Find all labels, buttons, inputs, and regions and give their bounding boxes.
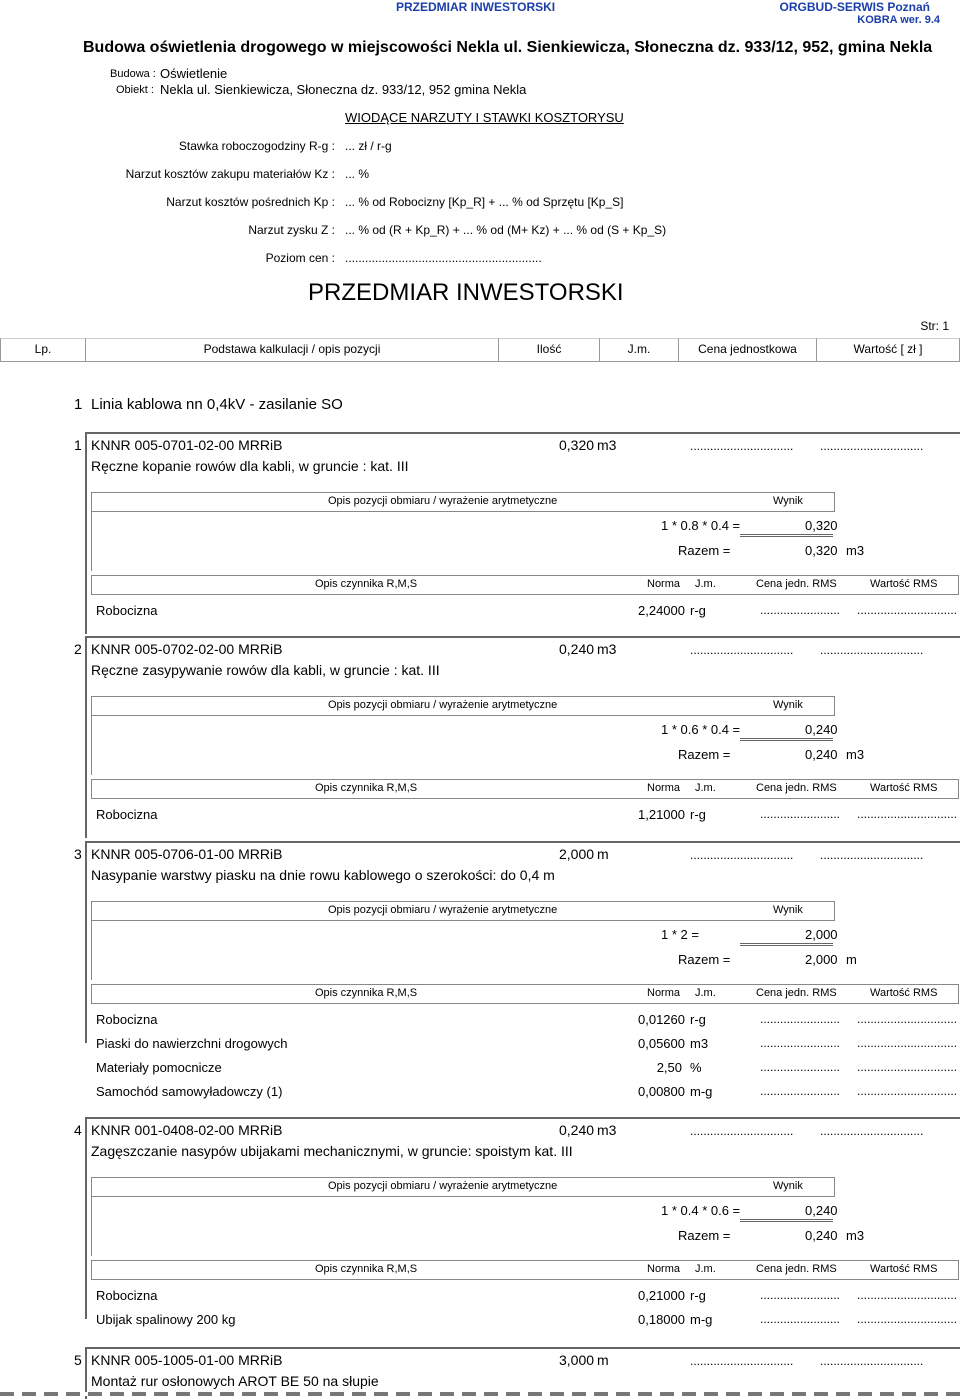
total-label: Razem =: [678, 747, 731, 762]
factors-header-label: Opis czynnika R,M,S: [315, 987, 418, 999]
position-code: KNNR 005-0706-01-00 MRRiB: [91, 846, 283, 862]
position-description: Montaż rur osłonowych AROT BE 50 na słupie: [91, 1373, 379, 1389]
factor-name: Robocizna: [96, 603, 158, 618]
section-title: Linia kablowa nn 0,4kV - zasilanie SO: [91, 396, 343, 413]
measurement-result: 0,240: [805, 1203, 838, 1218]
total-value: 0,240: [805, 747, 838, 762]
factor-value: ..............................: [857, 1036, 958, 1050]
factor-name: Robocizna: [96, 1288, 158, 1303]
section-number: 1: [74, 396, 83, 413]
position-value: ...............................: [820, 1124, 924, 1138]
factor-norm: 0,21000: [638, 1288, 685, 1303]
header-center: PRZEDMIAR INWESTORSKI: [396, 0, 556, 14]
measurement-total-rule: [740, 534, 833, 537]
factor-price: ........................: [760, 1084, 841, 1098]
measurement-result-header: Wynik: [773, 495, 803, 507]
measurement-left-rule: [91, 511, 93, 571]
header-version: KOBRA wer. 9.4: [857, 14, 940, 26]
measurement-left-rule: [91, 715, 93, 775]
col-cena: Cena jednostkowa: [678, 338, 817, 362]
poziom-label: Poziom cen :: [265, 251, 335, 265]
measurement-expression: 1 * 0.4 * 0.6 =: [661, 1203, 741, 1218]
position-description: Ręczne kopanie rowów dla kabli, w gruncie : kat. III: [91, 458, 409, 474]
measurement-left-rule: [91, 920, 93, 980]
poziom-value: ...........................................................: [345, 251, 542, 265]
page-number: Str: 1: [920, 319, 949, 333]
position-description: Nasypanie warstwy piasku na dnie rowu kablowego o szerokości: do 0,4 m: [91, 867, 555, 883]
position-unit: m3: [597, 437, 617, 453]
position-quantity: 0,240: [559, 641, 595, 657]
total-unit: m3: [846, 543, 865, 558]
factor-name: Materiały pomocnicze: [96, 1060, 222, 1075]
header-company: ORGBUD-SERWIS Poznań: [779, 0, 930, 14]
document-title: Budowa oświetlenia drogowego w miejscowości Nekla ul. Sienkiewicza, Słoneczna dz. 933/12, 952, gmina Nekla: [83, 39, 933, 56]
factor-value: ..............................: [857, 603, 958, 617]
factor-unit: m-g: [690, 1312, 713, 1327]
col-jm: J.m.: [599, 338, 679, 362]
factor-price: ........................: [760, 1036, 841, 1050]
factor-value-header: Wartość RMS: [870, 1263, 938, 1275]
factor-norm: 0,01260: [638, 1012, 685, 1027]
kp-value: ... % od Robocizny [Kp_R] + ... % od Sprzętu [Kp_S]: [345, 195, 624, 209]
position-value: ...............................: [820, 848, 924, 862]
total-value: 0,320: [805, 543, 838, 558]
total-unit: m: [846, 952, 857, 967]
kz-label: Narzut kosztów zakupu materiałów Kz :: [125, 167, 335, 181]
rg-label: Stawka roboczogodziny R-g :: [178, 139, 335, 153]
position-number: 5: [74, 1352, 82, 1368]
factor-price-header: Cena jedn. RMS: [756, 1263, 837, 1275]
norm-header: Norma: [647, 1263, 681, 1275]
measurement-left-rule: [91, 1196, 93, 1256]
factor-norm: 0,00800: [638, 1084, 685, 1099]
factor-price: ........................: [760, 1012, 841, 1026]
factor-name: Ubijak spalinowy 200 kg: [96, 1312, 236, 1327]
factor-norm: 0,05600: [638, 1036, 685, 1051]
total-value: 0,240: [805, 1228, 838, 1243]
measurement-result: 0,240: [805, 722, 838, 737]
norm-header: Norma: [647, 578, 681, 590]
norm-header: Norma: [647, 987, 681, 999]
factor-value-header: Wartość RMS: [870, 987, 938, 999]
col-opis: Podstawa kalkulacji / opis pozycji: [85, 338, 499, 362]
position-value: ...............................: [820, 643, 924, 657]
position-unit: m3: [597, 1122, 617, 1138]
col-wartosc: Wartość [ zł ]: [816, 338, 960, 362]
position-unit: m3: [597, 641, 617, 657]
measurement-result-header: Wynik: [773, 699, 803, 711]
norm-header: Norma: [647, 782, 681, 794]
total-value: 2,000: [805, 952, 838, 967]
measurement-total-rule: [740, 1219, 833, 1222]
factor-price: ........................: [760, 1060, 841, 1074]
factor-unit: r-g: [690, 807, 706, 822]
factor-unit-header: J.m.: [695, 578, 716, 590]
factor-name: Robocizna: [96, 1012, 158, 1027]
position-unit: m: [597, 1352, 609, 1368]
factor-value: ..............................: [857, 1012, 958, 1026]
measurement-expression: 1 * 0.6 * 0.4 =: [661, 722, 741, 737]
total-unit: m3: [846, 1228, 865, 1243]
factor-unit: r-g: [690, 1012, 706, 1027]
factor-price: ........................: [760, 1288, 841, 1302]
factor-unit: %: [690, 1060, 702, 1075]
position-number: 1: [74, 437, 82, 453]
factor-norm: 2,24000: [638, 603, 685, 618]
obiekt-value: Nekla ul. Sienkiewicza, Słoneczna dz. 933/12, 952 gmina Nekla: [160, 82, 527, 97]
factor-name: Robocizna: [96, 807, 158, 822]
position-quantity: 2,000: [559, 846, 595, 862]
factor-price-header: Cena jedn. RMS: [756, 578, 837, 590]
factor-norm: 0,18000: [638, 1312, 685, 1327]
measurement-result-header: Wynik: [773, 904, 803, 916]
factor-price-header: Cena jedn. RMS: [756, 987, 837, 999]
rg-value: ... zł / r-g: [345, 139, 392, 153]
factor-norm: 1,21000: [638, 807, 685, 822]
factor-unit: m3: [690, 1036, 709, 1051]
total-label: Razem =: [678, 543, 731, 558]
position-unit-price: ...............................: [690, 848, 794, 862]
position-quantity: 0,320: [559, 437, 595, 453]
kz-value: ... %: [345, 167, 370, 181]
factors-header-label: Opis czynnika R,M,S: [315, 1263, 418, 1275]
factor-value-header: Wartość RMS: [870, 578, 938, 590]
factor-value: ..............................: [857, 807, 958, 821]
position-description: Ręczne zasypywanie rowów dla kabli, w gruncie : kat. III: [91, 662, 440, 678]
col-lp: Lp.: [0, 338, 86, 362]
measurement-total-rule: [740, 738, 833, 741]
factor-value: ..............................: [857, 1084, 958, 1098]
position-unit-price: ...............................: [690, 1124, 794, 1138]
factor-price: ........................: [760, 807, 841, 821]
factors-header-label: Opis czynnika R,M,S: [315, 782, 418, 794]
factor-price-header: Cena jedn. RMS: [756, 782, 837, 794]
position-unit-price: ...............................: [690, 439, 794, 453]
total-label: Razem =: [678, 1228, 731, 1243]
factor-unit-header: J.m.: [695, 782, 716, 794]
footer-divider: [0, 1392, 960, 1396]
factor-price: ........................: [760, 1312, 841, 1326]
rates-heading: WIODĄCE NARZUTY I STAWKI KOSZTORYSU: [345, 110, 624, 125]
factor-price: ........................: [760, 603, 841, 617]
kp-label: Narzut kosztów pośrednich Kp :: [166, 195, 335, 209]
measurement-expression: 1 * 2 =: [661, 927, 699, 942]
measurement-result: 0,320: [805, 518, 838, 533]
position-number: 3: [74, 846, 82, 862]
measurement-total-rule: [740, 943, 833, 946]
factor-unit: r-g: [690, 603, 706, 618]
position-code: KNNR 005-1005-01-00 MRRiB: [91, 1352, 283, 1368]
position-description: Zagęszczanie nasypów ubijakami mechanicznymi, w gruncie: spoistym kat. III: [91, 1143, 573, 1159]
factor-name: Piaski do nawierzchni drogowych: [96, 1036, 288, 1051]
position-unit-price: ...............................: [690, 1354, 794, 1368]
position-value: ...............................: [820, 1354, 924, 1368]
factor-unit-header: J.m.: [695, 1263, 716, 1275]
total-unit: m3: [846, 747, 865, 762]
position-unit-price: ...............................: [690, 643, 794, 657]
position-value: ...............................: [820, 439, 924, 453]
doc-heading: PRZEDMIAR INWESTORSKI: [308, 279, 624, 306]
measurement-result: 2,000: [805, 927, 838, 942]
measurement-expression: 1 * 0.8 * 0.4 =: [661, 518, 741, 533]
position-quantity: 0,240: [559, 1122, 595, 1138]
measurement-header-label: Opis pozycji obmiaru / wyrażenie arytmetyczne: [328, 1180, 558, 1192]
position-code: KNNR 001-0408-02-00 MRRiB: [91, 1122, 283, 1138]
position-quantity: 3,000: [559, 1352, 595, 1368]
factor-unit: r-g: [690, 1288, 706, 1303]
total-label: Razem =: [678, 952, 731, 967]
factor-unit-header: J.m.: [695, 987, 716, 999]
factor-value: ..............................: [857, 1312, 958, 1326]
measurement-result-header: Wynik: [773, 1180, 803, 1192]
measurement-header-label: Opis pozycji obmiaru / wyrażenie arytmetyczne: [328, 495, 558, 507]
factor-value: ..............................: [857, 1288, 958, 1302]
obiekt-label: Obiekt :: [116, 84, 154, 96]
z-label: Narzut zysku Z :: [248, 223, 335, 237]
z-value: ... % od (R + Kp_R) + ... % od (M+ Kz) + ... % od (S + Kp_S): [345, 223, 667, 237]
factor-value: ..............................: [857, 1060, 958, 1074]
position-number: 2: [74, 641, 82, 657]
position-code: KNNR 005-0702-02-00 MRRiB: [91, 641, 283, 657]
factor-value-header: Wartość RMS: [870, 782, 938, 794]
position-code: KNNR 005-0701-02-00 MRRiB: [91, 437, 283, 453]
col-ilosc: Ilość: [498, 338, 600, 362]
position-number: 4: [74, 1122, 82, 1138]
factor-name: Samochód samowyładowczy (1): [96, 1084, 283, 1099]
budowa-value: Oświetlenie: [160, 66, 228, 81]
factor-unit: m-g: [690, 1084, 713, 1099]
measurement-header-label: Opis pozycji obmiaru / wyrażenie arytmetyczne: [328, 904, 558, 916]
factor-norm: 2,50: [656, 1060, 682, 1075]
factors-header-label: Opis czynnika R,M,S: [315, 578, 418, 590]
budowa-label: Budowa :: [110, 68, 156, 80]
position-unit: m: [597, 846, 609, 862]
measurement-header-label: Opis pozycji obmiaru / wyrażenie arytmetyczne: [328, 699, 558, 711]
